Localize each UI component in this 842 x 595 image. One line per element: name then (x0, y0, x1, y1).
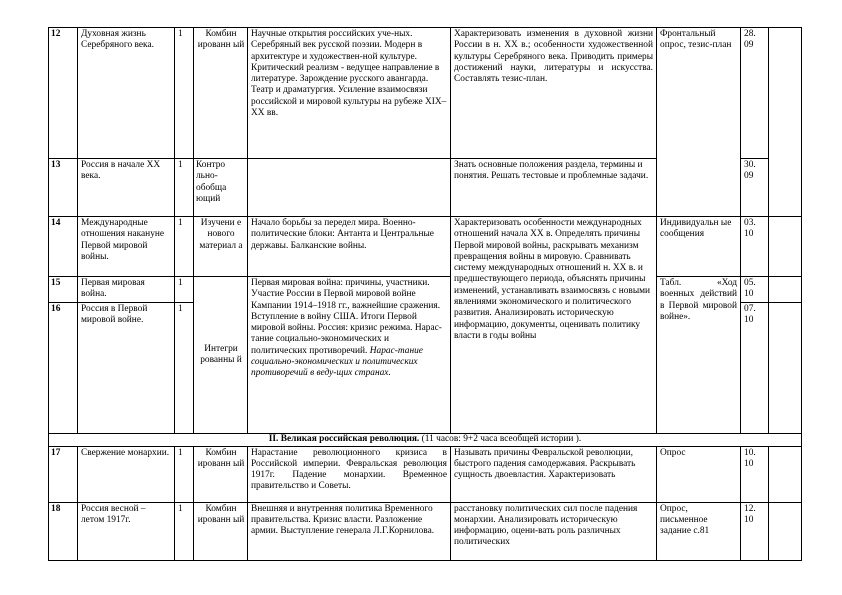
actual-date-cell (769, 446, 802, 502)
lesson-type: Интегри рованны й (194, 277, 248, 434)
control-form: Опрос, письменное задание с.81 (657, 502, 741, 560)
control-form: Опрос (657, 446, 741, 502)
section-hours: (11 часов: 9+2 часа всеобщей истории ). (421, 433, 582, 444)
lesson-topic: Россия в Первой мировой войне. (78, 302, 175, 433)
lesson-content: Внешняя и внутренняя политика Временного правительства. Кризис власти. Разложение армии. Выступление генерала Л.Г.Корнилова. (248, 502, 451, 560)
lesson-type: Контро льно-обобща ющий (194, 159, 248, 217)
lesson-type: Комбин ированн ый (194, 28, 248, 159)
table-row (49, 277, 802, 303)
lesson-hours: 1 (175, 502, 194, 560)
lesson-date: 12. 10 (741, 502, 769, 560)
lesson-content: Начало борьбы за передел мира. Военно-политические блоки: Антанта и Центральные державы. Балканские войны. (248, 217, 451, 277)
section-row (49, 433, 802, 446)
table-row (49, 502, 802, 560)
table-row (49, 446, 802, 502)
lesson-content (248, 159, 451, 217)
content-italic: Нарас-тание социально-экономических и политических противоречий в веду-щих странах. (251, 345, 423, 379)
lesson-type: Комбин ированн ый (194, 502, 248, 560)
control-form: Фронтальный опрос, тезис-план (657, 28, 741, 217)
lesson-hours: 1 (175, 446, 194, 502)
section-title: II. Великая российская революция. (268, 433, 420, 444)
lesson-number: 17 (49, 446, 78, 502)
lesson-hours: 1 (175, 302, 194, 433)
lesson-hours: 1 (175, 277, 194, 303)
control-form: Табл. «Ход военных действий в Первой мировой войне». (657, 277, 741, 434)
lesson-hours: 1 (175, 159, 194, 217)
content-plain: Первая мировая война: причины, участники. Участие России в Первой мировой войне Кампании 1914–1918 гг., важнейшие сражения. Вступление в войну США. Итоги Первой мировой войны. Россия: кризис режима. Нарас-тание социально-экономических и политических противоречий. (251, 278, 442, 356)
actual-date-cell (769, 217, 802, 277)
lesson-number: 18 (49, 502, 78, 560)
lesson-number: 16 (49, 302, 78, 433)
lesson-date: 03. 10 (741, 217, 769, 277)
student-activity: Характеризовать изменения в духовной жизни России в н. XX в.; особенности художественной культуры Серебряного века. Приводить примеры достижений науки, литературы и искусства. Составлять тезис-план. (451, 28, 657, 159)
lesson-plan-table (48, 27, 802, 561)
actual-date-cell (769, 277, 802, 303)
lesson-topic: Духовная жизнь Серебряного века. (78, 28, 175, 159)
lesson-number: 13 (49, 159, 78, 217)
lesson-hours: 1 (175, 28, 194, 159)
student-activity: Называть причины Февральской революции, быстрого падения самодержавия. Раскрывать сущность двоевластия. Характеризовать (451, 446, 657, 502)
lesson-topic: Россия в начале XX века. (78, 159, 175, 217)
lesson-content (248, 277, 451, 434)
lesson-date: 05. 10 (741, 277, 769, 303)
lesson-topic: Свержение монархии. (78, 446, 175, 502)
lesson-date: 10. 10 (741, 446, 769, 502)
student-activity: Знать основные положения раздела, термины и понятия. Решать тестовые и проблемные задачи. (451, 159, 657, 217)
lesson-date: 07. 10 (741, 302, 769, 433)
lesson-number: 14 (49, 217, 78, 277)
lesson-date: 30. 09 (741, 159, 769, 217)
lesson-content: Научные открытия российских уче-ных. Серебряный век русской поэзии. Модерн в архитектуре и художествен-ной культуре. Критический реализм - ведущее направление в литературе. Зарождение русского авангарда. Театр и драматургия. Усиление взаимосвязи российской и мировой культуры на рубеже XIX–XX вв. (248, 28, 451, 159)
table-row (49, 28, 802, 159)
lesson-content: Нарастание революционного кризиса в Российской империи. Февральская революция 1917г. Падение монархии. Временное правительство и Советы. (248, 446, 451, 502)
actual-date-cell (769, 302, 802, 433)
lesson-type: Комбин ированн ый (194, 446, 248, 502)
curriculum-page (48, 27, 801, 561)
student-activity: Характеризовать особенности международных отношений начала XX в. Определять причины Первой мировой войны, раскрывать механизм превращения войны в мировую. Сравнивать систему международных отношений н. XX в. и предшествующего периода, объяснять причины изменений, устанавливать взаимосвязь с новыми явлениями экономического и политического развития. Анализировать историческую информацию, документы, оценивать политику власти в годы войны (451, 217, 657, 434)
lesson-topic: Первая мировая война. (78, 277, 175, 303)
lesson-topic: Россия весной – летом 1917г. (78, 502, 175, 560)
lesson-hours: 1 (175, 217, 194, 277)
control-form: Индивидуальн ые сообщения (657, 217, 741, 277)
lesson-date: 28. 09 (741, 28, 769, 159)
lesson-type: Изучени е нового материал а (194, 217, 248, 277)
actual-date-cell (769, 28, 802, 217)
table-row (49, 217, 802, 277)
lesson-number: 12 (49, 28, 78, 159)
lesson-number: 15 (49, 277, 78, 303)
actual-date-cell (769, 502, 802, 560)
section-header (49, 433, 802, 446)
student-activity: расстановку политических сил после падения монархии. Анализировать историческую информацию, оцени-вать роль различных политических (451, 502, 657, 560)
lesson-topic: Международные отношения накануне Первой мировой войны. (78, 217, 175, 277)
